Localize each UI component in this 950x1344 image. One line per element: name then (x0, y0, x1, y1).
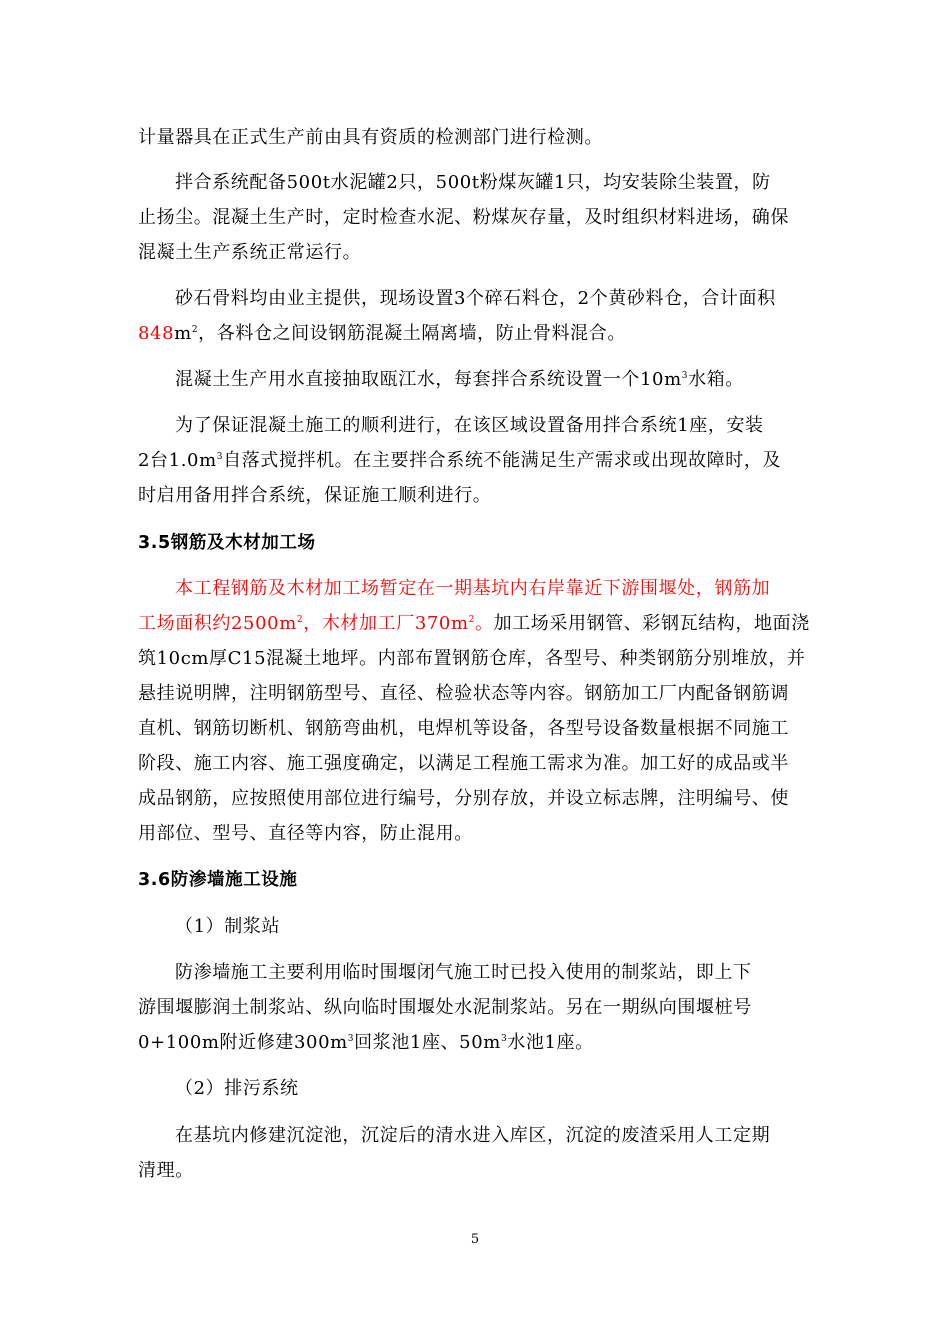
wood-area-text: ，木材加工厂370m (303, 613, 469, 634)
paragraph-water-line-1 (175, 368, 744, 392)
paragraph-aggregate-line-2 (138, 322, 626, 346)
slurry-text-b: 回浆池1座、50m (354, 1032, 501, 1053)
paragraph-drain-line-2: 清理。 (138, 1160, 194, 1181)
slurry-sup-b: 3 (500, 1034, 508, 1044)
paragraph-backup-line-2 (138, 449, 781, 473)
backup-sup: 3 (216, 452, 224, 462)
paragraph-slurry-line-1: 防渗墙施工主要利用临时围堰闭气施工时已投入使用的制浆站，即上下 (175, 962, 752, 983)
paragraph-drain-line-1: 在基坑内修建沉淀池，沉淀后的清水进入库区，沉淀的废渣采用人工定期 (175, 1125, 771, 1146)
paragraph-steel-line-6: 阶段、施工内容、施工强度确定，以满足工程施工需求为准。加工好的成品或半 (138, 753, 789, 774)
aggregate-rest: ，各料仓之间设钢筋混凝土隔离墙，防止骨料混合。 (198, 323, 626, 344)
subheading-drainage-system: （2）排污系统 (175, 1078, 299, 1099)
paragraph-aggregate-line-1: 砂石骨料均由业主提供，现场设置3个碎石料仓，2个黄砂料仓，合计面积 (175, 288, 776, 309)
paragraph-steel-line-5: 直机、钢筋切断机、钢筋弯曲机，电焊机等设备，各型号设备数量根据不同施工 (138, 718, 789, 739)
paragraph-backup-line-1: 为了保证混凝土施工的顺利进行，在该区域设置备用拌合系统1座，安装 (175, 415, 764, 436)
paragraph-meter-line-1: 计量器具在正式生产前由具有资质的检测部门进行检测。 (138, 127, 603, 148)
paragraph-steel-line-4: 悬挂说明牌，注明钢筋型号、直径、检验状态等内容。钢筋加工厂内配备钢筋调 (138, 683, 789, 704)
water-text-end: 水箱。 (688, 369, 744, 390)
slurry-text-a: 0+100m附近修建300m (138, 1032, 348, 1053)
paragraph-slurry-line-2: 游围堰膨润土制浆站、纵向临时围堰处水泥制浆站。另在一期纵向围堰桩号 (138, 997, 752, 1018)
backup-text-a: 2台1.0m (138, 450, 217, 471)
aggregate-area-unit: m (174, 323, 192, 344)
paragraph-steel-line-7: 成品钢筋，应按照使用部位进行编号，分别存放，并设立标志牌，注明编号、使 (138, 788, 789, 809)
paragraph-steel-line-8: 用部位、型号、直径等内容，防止混用。 (138, 823, 473, 844)
backup-text-b: 自落式搅拌机。在主要拌合系统不能满足生产需求或出现故障时，及 (223, 450, 782, 471)
wood-area-sup: 2 (468, 615, 475, 625)
steel-line-2-rest: 加工场采用钢管、彩钢瓦结构，地面浇 (493, 613, 810, 634)
section-heading-3-6: 3.6防渗墙施工设施 (138, 870, 298, 890)
paragraph-mix-line-1: 拌合系统配备500t水泥罐2只，500t粉煤灰罐1只，均安装除尘装置，防 (175, 172, 771, 193)
water-sup: 3 (681, 371, 689, 381)
section-heading-3-5: 3.5钢筋及木材加工场 (138, 533, 316, 553)
subheading-slurry-station: （1）制浆站 (175, 916, 281, 937)
slurry-text-c: 水池1座。 (507, 1032, 594, 1053)
paragraph-steel-line-1: 本工程钢筋及木材加工场暂定在一期基坑内右岸靠近下游围堰处，钢筋加 (175, 578, 771, 599)
paragraph-slurry-line-3 (138, 1031, 594, 1055)
aggregate-area-sup: 2 (191, 325, 199, 335)
paragraph-steel-line-3: 筑10cm厚C15混凝土地坪。内部布置钢筋仓库，各型号、种类钢筋分别堆放，并 (138, 648, 806, 669)
slurry-sup-a: 3 (347, 1034, 355, 1044)
aggregate-area-value: 848 (138, 323, 175, 344)
paragraph-mix-line-3: 混凝土生产系统正常运行。 (138, 242, 362, 263)
steel-area-sup: 2 (296, 615, 304, 625)
paragraph-backup-line-3: 时启用备用拌合系统，保证施工顺利进行。 (138, 485, 492, 506)
paragraph-mix-line-2: 止扬尘。混凝土生产时，定时检查水泥、粉煤灰存量，及时组织材料进场，确保 (138, 207, 789, 228)
water-text: 混凝土生产用水直接抽取瓯江水，每套拌合系统设置一个10m (175, 369, 682, 390)
page-number: 5 (470, 1232, 480, 1247)
steel-area-text: 工场面积约2500m (138, 613, 297, 634)
paragraph-steel-line-2 (138, 612, 810, 636)
steel-red-end: 。 (474, 613, 494, 634)
